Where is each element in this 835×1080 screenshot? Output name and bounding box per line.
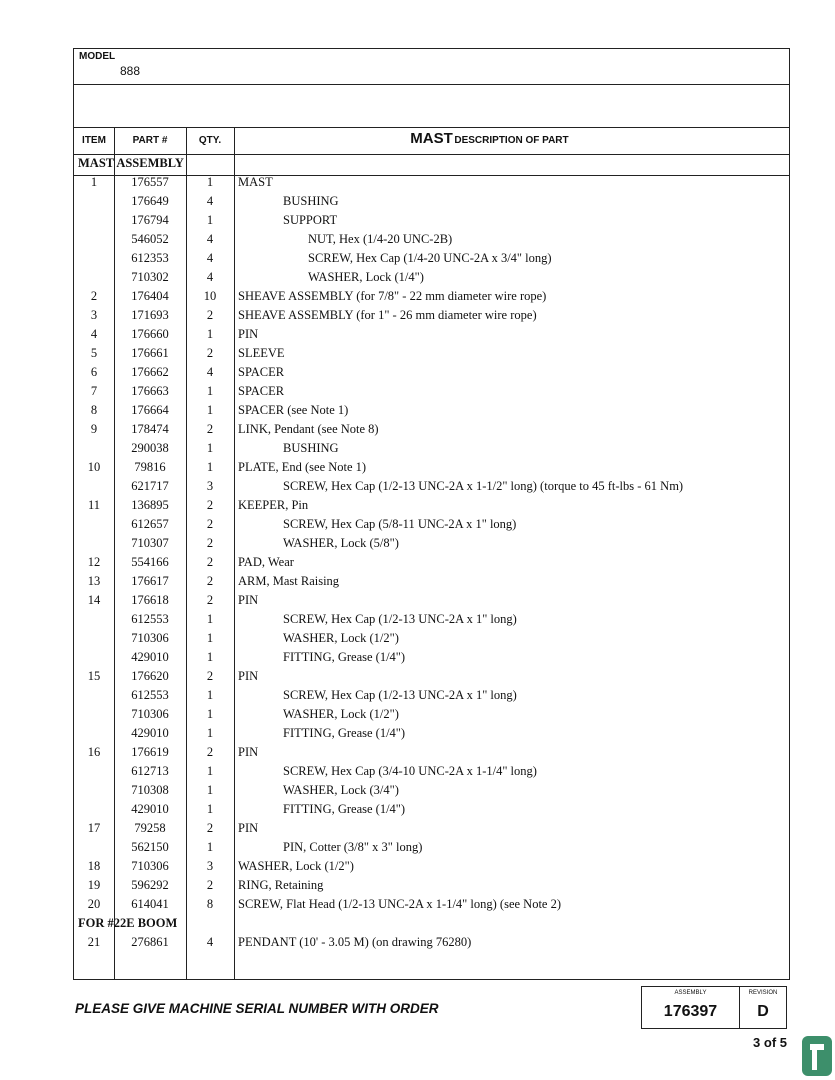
table-row (74, 629, 789, 648)
table-row (74, 838, 789, 857)
quantity: 1 (206, 460, 214, 474)
quantity: 4 (206, 935, 214, 949)
item-number: 4 (90, 327, 98, 341)
revision-label: REVISION (748, 990, 778, 996)
quantity: 2 (206, 555, 214, 569)
quantity: 2 (206, 574, 214, 588)
table-row (74, 249, 789, 268)
table-row (74, 515, 789, 534)
quantity: 1 (206, 327, 214, 341)
serial-number-note: PLEASE GIVE MACHINE SERIAL NUMBER WITH ORDER (75, 1001, 439, 1016)
part-number: 546052 (131, 232, 169, 246)
table-row (74, 572, 789, 591)
description: SCREW, Hex Cap (1/4-20 UNC-2A x 3/4" long) (308, 251, 552, 265)
table-header (74, 127, 789, 155)
part-number: 596292 (131, 878, 169, 892)
part-number: 429010 (131, 650, 169, 664)
quantity: 4 (206, 270, 214, 284)
quantity: 1 (206, 783, 214, 797)
part-number: 176619 (131, 745, 169, 759)
table-row (74, 458, 789, 477)
description: PLATE, End (see Note 1) (238, 460, 367, 474)
quantity: 3 (206, 479, 214, 493)
description: SUPPORT (283, 213, 338, 227)
part-number: 176404 (131, 289, 169, 303)
item-number: 10 (87, 460, 101, 474)
assembly-label: ASSEMBLY (674, 990, 707, 996)
item-number: 15 (87, 669, 101, 683)
header-item: ITEM (82, 135, 106, 146)
part-number: 136895 (131, 498, 169, 512)
item-number: 1 (90, 175, 98, 189)
description: PIN (238, 821, 259, 835)
table-row (74, 363, 789, 382)
table-row (74, 819, 789, 838)
section-title: FOR #22E BOOM (78, 916, 178, 930)
quantity: 2 (206, 745, 214, 759)
description: SCREW, Hex Cap (1/2-13 UNC-2A x 1" long) (283, 612, 517, 626)
description: WASHER, Lock (5/8") (283, 536, 399, 550)
quantity: 2 (206, 517, 214, 531)
part-number: 429010 (131, 802, 169, 816)
quantity: 2 (206, 878, 214, 892)
description: WASHER, Lock (1/2") (238, 859, 354, 873)
item-number: 20 (87, 897, 101, 911)
part-number: 612353 (131, 251, 169, 265)
description: WASHER, Lock (3/4") (283, 783, 399, 797)
table-row (74, 534, 789, 553)
description: WASHER, Lock (1/4") (308, 270, 424, 284)
description: PENDANT (10' - 3.05 M) (on drawing 76280) (238, 935, 472, 949)
part-number: 176794 (131, 213, 169, 227)
description: SHEAVE ASSEMBLY (for 7/8" - 22 mm diameter wire rope) (238, 289, 547, 303)
item-number: 14 (87, 593, 101, 607)
quantity: 4 (206, 194, 214, 208)
part-number: 554166 (131, 555, 169, 569)
description: SCREW, Hex Cap (3/4-10 UNC-2A x 1-1/4" long) (283, 764, 537, 778)
section-header (74, 914, 789, 933)
item-number: 8 (90, 403, 98, 417)
quantity: 1 (206, 213, 214, 227)
part-number: 79816 (134, 460, 166, 474)
table-row (74, 667, 789, 686)
description: SCREW, Hex Cap (1/2-13 UNC-2A x 1" long) (283, 688, 517, 702)
description: PIN (238, 593, 259, 607)
table-row (74, 762, 789, 781)
quantity: 1 (206, 650, 214, 664)
quantity: 1 (206, 403, 214, 417)
quantity: 4 (206, 251, 214, 265)
part-number: 612553 (131, 612, 169, 626)
part-number: 710302 (131, 270, 169, 284)
table-row (74, 230, 789, 249)
table-row (74, 781, 789, 800)
part-number: 176660 (131, 327, 169, 341)
quantity: 1 (206, 441, 214, 455)
description: FITTING, Grease (1/4") (283, 726, 406, 740)
table-row (74, 895, 789, 914)
table-row (74, 800, 789, 819)
item-number: 2 (90, 289, 98, 303)
quantity: 1 (206, 688, 214, 702)
model-box (74, 49, 789, 85)
table-row (74, 876, 789, 895)
table-row (74, 686, 789, 705)
part-number: 176661 (131, 346, 169, 360)
description: SLEEVE (238, 346, 285, 360)
parts-table-body (74, 154, 789, 952)
description: KEEPER, Pin (238, 498, 309, 512)
quantity: 2 (206, 346, 214, 360)
section-title: MAST ASSEMBLY (78, 156, 184, 170)
quantity: 2 (206, 498, 214, 512)
part-number: 176618 (131, 593, 169, 607)
quantity: 1 (206, 631, 214, 645)
table-row (74, 553, 789, 572)
description: MAST (238, 175, 273, 189)
section-header (74, 154, 789, 173)
description: ARM, Mast Raising (238, 574, 340, 588)
part-number: 612713 (131, 764, 169, 778)
table-row (74, 287, 789, 306)
item-number: 17 (87, 821, 101, 835)
part-number: 429010 (131, 726, 169, 740)
description: PIN (238, 745, 259, 759)
quantity: 1 (206, 612, 214, 626)
table-row (74, 173, 789, 192)
part-number: 79258 (134, 821, 166, 835)
quantity: 1 (206, 175, 214, 189)
description: SCREW, Flat Head (1/2-13 UNC-2A x 1-1/4" long) (see Note 2) (238, 897, 562, 911)
quantity: 4 (206, 232, 214, 246)
item-number: 13 (87, 574, 101, 588)
assembly-number: 176397 (663, 1003, 718, 1020)
item-number: 16 (87, 745, 101, 759)
parts-sheet (73, 48, 790, 980)
description: RING, Retaining (238, 878, 324, 892)
table-row (74, 439, 789, 458)
description: WASHER, Lock (1/2") (283, 707, 399, 721)
table-row (74, 382, 789, 401)
table-row (74, 401, 789, 420)
part-number: 710306 (131, 631, 169, 645)
part-number: 621717 (131, 479, 169, 493)
table-row (74, 724, 789, 743)
description: SPACER (238, 384, 285, 398)
table-row (74, 192, 789, 211)
item-number: 5 (90, 346, 98, 360)
part-number: 710307 (131, 536, 169, 550)
description: NUT, Hex (1/4-20 UNC-2B) (308, 232, 453, 246)
quantity: 1 (206, 764, 214, 778)
part-number: 612553 (131, 688, 169, 702)
table-row (74, 268, 789, 287)
table-row (74, 344, 789, 363)
part-number: 562150 (131, 840, 169, 854)
table-row (74, 306, 789, 325)
table-row (74, 933, 789, 952)
part-number: 178474 (131, 422, 169, 436)
description: PAD, Wear (238, 555, 294, 569)
quantity: 3 (206, 859, 214, 873)
description: FITTING, Grease (1/4") (283, 802, 406, 816)
quantity: 10 (203, 289, 217, 303)
quantity: 2 (206, 669, 214, 683)
part-number: 176620 (131, 669, 169, 683)
description: PIN, Cotter (3/8" x 3" long) (283, 840, 423, 854)
watermark-logo (798, 1030, 834, 1078)
description: FITTING, Grease (1/4") (283, 650, 406, 664)
part-number: 710306 (131, 707, 169, 721)
part-number: 176664 (131, 403, 169, 417)
item-number: 12 (87, 555, 101, 569)
description: BUSHING (283, 194, 339, 208)
header-qty: QTY. (198, 135, 222, 146)
part-number: 710308 (131, 783, 169, 797)
description: SCREW, Hex Cap (5/8-11 UNC-2A x 1" long) (283, 517, 517, 531)
quantity: 2 (206, 422, 214, 436)
page-number: 3 of 5 (753, 1035, 787, 1050)
table-row (74, 610, 789, 629)
model-value: 888 (120, 64, 141, 78)
item-number: 3 (90, 308, 98, 322)
revision-letter: D (757, 1003, 769, 1020)
page-title: MAST (410, 130, 453, 147)
quantity: 4 (206, 365, 214, 379)
table-row (74, 705, 789, 724)
quantity: 2 (206, 536, 214, 550)
table-row (74, 496, 789, 515)
item-number: 7 (90, 384, 98, 398)
quantity: 1 (206, 802, 214, 816)
item-number: 6 (90, 365, 98, 379)
description: PIN (238, 327, 259, 341)
part-number: 176663 (131, 384, 169, 398)
description: SCREW, Hex Cap (1/2-13 UNC-2A x 1-1/2" long) (torque to 45 ft-lbs - 61 Nm) (283, 479, 684, 493)
item-number: 21 (87, 935, 101, 949)
table-row (74, 857, 789, 876)
description: BUSHING (283, 441, 339, 455)
description: PIN (238, 669, 259, 683)
table-row (74, 477, 789, 496)
part-number: 176662 (131, 365, 169, 379)
description: WASHER, Lock (1/2") (283, 631, 399, 645)
item-number: 19 (87, 878, 101, 892)
quantity: 2 (206, 308, 214, 322)
part-number: 612657 (131, 517, 169, 531)
part-number: 171693 (131, 308, 169, 322)
table-row (74, 591, 789, 610)
quantity: 2 (206, 593, 214, 607)
assembly-box (641, 986, 740, 1029)
part-number: 176557 (131, 175, 169, 189)
table-row (74, 211, 789, 230)
table-row (74, 743, 789, 762)
model-label: MODEL (79, 51, 116, 62)
quantity: 2 (206, 821, 214, 835)
part-number: 614041 (131, 897, 169, 911)
description: SHEAVE ASSEMBLY (for 1" - 26 mm diameter wire rope) (238, 308, 537, 322)
part-number: 710306 (131, 859, 169, 873)
item-number: 18 (87, 859, 101, 873)
quantity: 1 (206, 840, 214, 854)
quantity: 8 (206, 897, 214, 911)
table-row (74, 420, 789, 439)
part-number: 176649 (131, 194, 169, 208)
description: SPACER (238, 365, 285, 379)
item-number: 11 (87, 498, 101, 512)
quantity: 1 (206, 384, 214, 398)
table-row (74, 648, 789, 667)
quantity: 1 (206, 707, 214, 721)
header-part: PART # (132, 135, 168, 146)
part-number: 276861 (131, 935, 169, 949)
description: LINK, Pendant (see Note 8) (238, 422, 379, 436)
part-number: 290038 (131, 441, 169, 455)
item-number: 9 (90, 422, 98, 436)
quantity: 1 (206, 726, 214, 740)
header-description: DESCRIPTION OF PART (454, 135, 569, 146)
revision-box (739, 986, 787, 1029)
table-row (74, 325, 789, 344)
description: SPACER (see Note 1) (238, 403, 349, 417)
part-number: 176617 (131, 574, 169, 588)
